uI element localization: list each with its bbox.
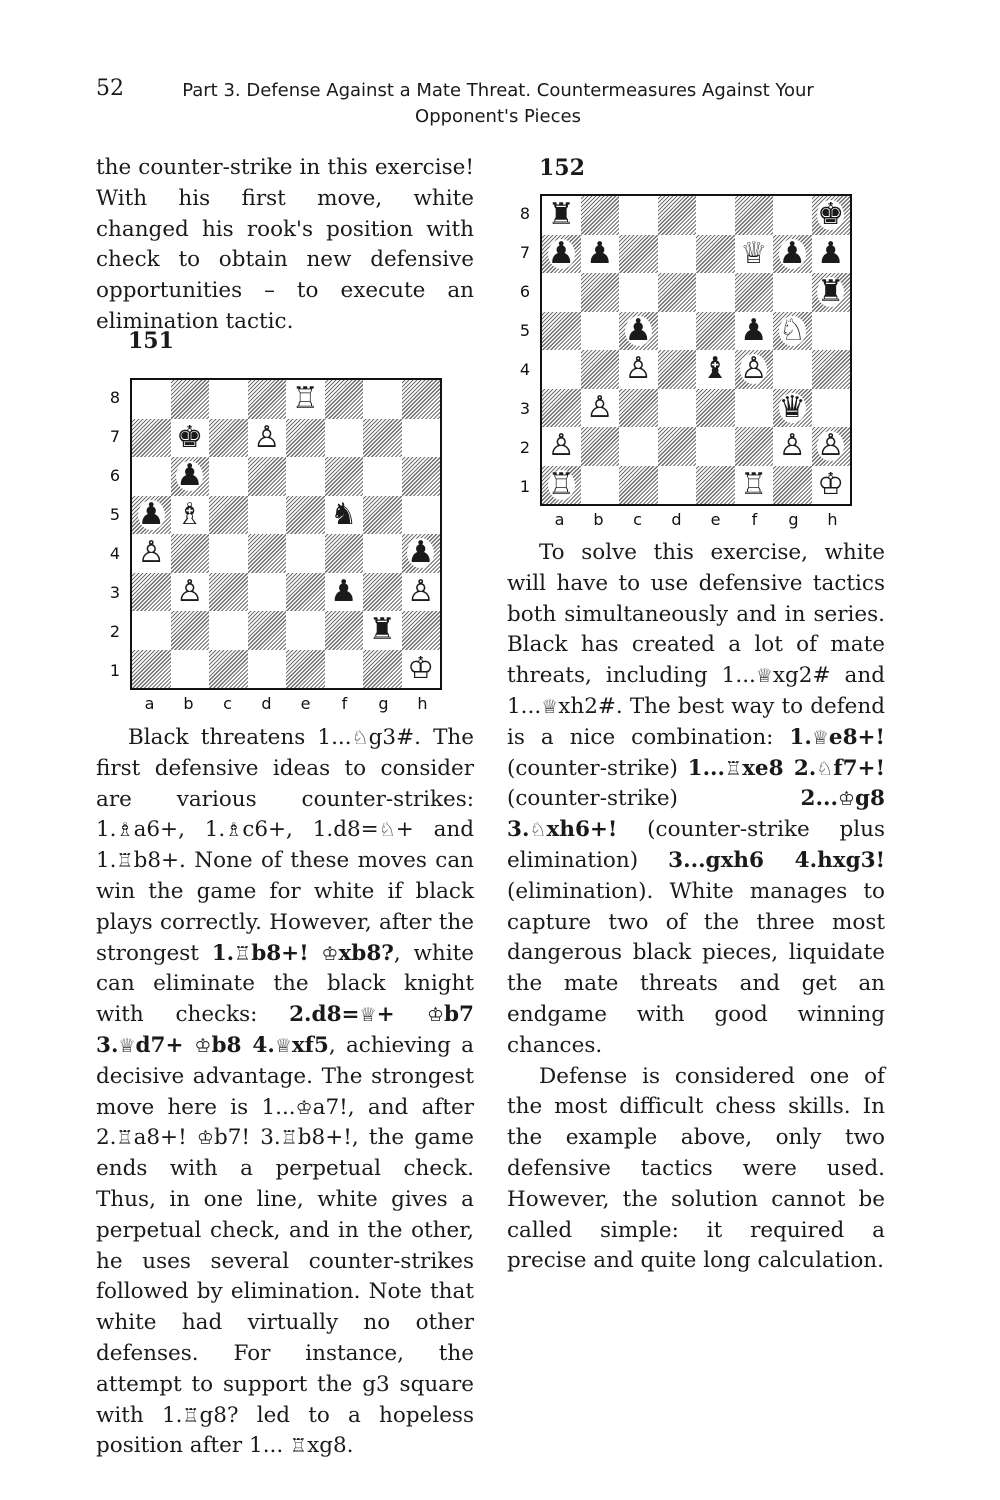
square-d6 (248, 457, 287, 496)
chess-piece-h3: ♙ (407, 573, 435, 609)
file-label: c (633, 510, 642, 529)
rank-label: 2 (109, 621, 121, 641)
file-label: a (144, 694, 155, 713)
square-a2 (132, 611, 171, 650)
chess-board (130, 378, 442, 690)
move-notation: 1... (687, 755, 726, 781)
piece-figurine: ♖ (234, 942, 252, 965)
square-b5 (581, 312, 620, 351)
piece-figurine: ♖ (290, 1435, 308, 1458)
file-label: d (261, 694, 272, 713)
diagram-152-commentary: To solve this exercise, white will have to use defensive tactics both simultaneously and in series. Black has created a lot of mate threats, including 1...♕xg2# and 1...♕xh2#. The best way to defend is a nice combination: 1.♕e8+! (counter-strike) 1...♖xe8 2.♘f7+! (counter-strike) 2...♔g8 3.♘xh6+! (counter-strike plus elimination) 3...gxh6 4.hxg3! (elimination). White manages to capture two of the three most dangerous black pieces, liquidate the mate threats and get an endgame with good winning chances. (507, 540, 886, 1058)
square-e2 (696, 427, 735, 466)
file-label: g (378, 694, 389, 713)
file-label: b (183, 694, 194, 713)
square-d1 (248, 650, 287, 689)
square-c2 (619, 427, 658, 466)
square-c5 (209, 496, 248, 535)
piece-figurine: ♕ (118, 1034, 136, 1057)
page-number: 52 (96, 76, 124, 101)
square-d5 (658, 312, 697, 351)
move-notation: b7 3. (96, 1002, 474, 1058)
square-g3 (363, 573, 402, 612)
square-a8 (542, 196, 581, 235)
move-notation: e8+! (828, 724, 885, 750)
square-a3 (132, 573, 171, 612)
square-e3 (696, 389, 735, 428)
move-notation: 2... (800, 786, 838, 812)
square-a1 (132, 650, 171, 689)
rank-label: 6 (519, 281, 531, 301)
square-g4 (363, 534, 402, 573)
move-notation: xb8? (338, 940, 394, 966)
square-h7 (402, 419, 441, 458)
square-f5 (325, 496, 364, 535)
diagram-label-151: 151 (128, 328, 174, 354)
square-c5 (619, 312, 658, 351)
chess-piece-h4: ♟ (407, 535, 435, 571)
square-g8 (363, 380, 402, 419)
piece-figurine: ♖ (280, 1127, 298, 1150)
square-c1 (619, 466, 658, 505)
square-h8 (402, 380, 441, 419)
square-b6 (171, 457, 210, 496)
chess-piece-g7: ♟ (778, 235, 806, 271)
page-header (96, 74, 856, 130)
chess-piece-b3: ♙ (176, 573, 204, 609)
rank-label: 2 (519, 437, 531, 457)
left-intro-text (96, 153, 474, 338)
rank-label: 5 (519, 320, 531, 340)
square-f4 (325, 534, 364, 573)
move-notation: d7+ (135, 1032, 195, 1058)
chess-piece-h2: ♙ (817, 428, 845, 464)
file-label: e (710, 510, 721, 529)
piece-figurine: ♖ (725, 757, 743, 780)
move-notation: f7+! (833, 755, 886, 781)
chess-piece-h8: ♚ (817, 197, 845, 233)
chess-piece-a7: ♟ (547, 235, 575, 271)
square-f6 (735, 273, 774, 312)
square-e5 (286, 496, 325, 535)
chess-piece-f5: ♞ (330, 496, 358, 532)
chess-piece-f3: ♟ (330, 573, 358, 609)
square-g1 (773, 466, 812, 505)
file-label: f (341, 694, 348, 713)
piece-figurine: ♔ (321, 942, 339, 965)
chess-piece-a4: ♙ (137, 535, 165, 571)
chess-piece-g5: ♘ (778, 312, 806, 348)
file-label: c (223, 694, 232, 713)
square-f4 (735, 350, 774, 389)
left-body-text (96, 723, 474, 1462)
file-label: h (827, 510, 838, 529)
square-b4 (171, 534, 210, 573)
file-label: e (300, 694, 311, 713)
move-notation: b8 4. (211, 1032, 275, 1058)
file-label: a (554, 510, 565, 529)
rank-label: 8 (519, 203, 531, 223)
square-h5 (812, 312, 851, 351)
rank-label: 7 (109, 426, 121, 446)
move-notation: xe8 2. (742, 755, 817, 781)
square-h1 (402, 650, 441, 689)
piece-figurine: ♔ (196, 1127, 214, 1150)
piece-figurine: ♖ (116, 1127, 134, 1150)
chess-piece-d7: ♙ (253, 419, 281, 455)
rank-label: 8 (109, 387, 121, 407)
piece-figurine: ♔ (194, 1034, 212, 1057)
piece-figurine: ♖ (116, 850, 134, 873)
square-a4 (132, 534, 171, 573)
square-a5 (542, 312, 581, 351)
piece-figurine: ♗ (225, 819, 243, 842)
square-b6 (581, 273, 620, 312)
square-c4 (619, 350, 658, 389)
square-b3 (581, 389, 620, 428)
move-notation: 1. (789, 724, 812, 750)
square-e1 (696, 466, 735, 505)
chess-piece-c5: ♟ (624, 312, 652, 348)
chess-piece-f5: ♟ (740, 312, 768, 348)
square-f7 (325, 419, 364, 458)
chess-piece-f1: ♖ (740, 466, 768, 502)
square-b7 (581, 235, 620, 274)
diagram-151-commentary: Black threatens 1...♘g3#. The first defensive ideas to consider are various counter-strikes: 1.♗a6+, 1.♗c6+, 1.d8=♘+ and 1.♖b8+. None of these moves can win the game for white if black plays correctly. However, after the strongest 1.♖b8+! ♔xb8?, white can eliminate the black knight with checks: 2.d8=♕+ ♔b7 3.♕d7+ ♔b8 4.♕xf5, achieving a decisive advantage. The strongest move here is 1...♔a7!, and after 2.♖a8+! ♔b7! 3.♖b8+!, the game ends with a perpetual check. Thus, in one line, white gives a perpetual check, and in the other, he uses several counter-strikes followed by elimination. Note that white had virtually no other defenses. For instance, the attempt to support the g3 square with 1.♖g8? led to a hopeless position after 1... ♖xg8. (96, 725, 475, 1459)
chess-piece-h6: ♜ (817, 274, 845, 310)
square-d7 (248, 419, 287, 458)
square-c6 (619, 273, 658, 312)
move-notation: g8 3. (507, 786, 885, 843)
square-e8 (286, 380, 325, 419)
square-d8 (248, 380, 287, 419)
square-b2 (171, 611, 210, 650)
piece-figurine: ♗ (116, 819, 134, 842)
square-h3 (402, 573, 441, 612)
square-h3 (812, 389, 851, 428)
file-label: g (788, 510, 799, 529)
file-label: h (417, 694, 428, 713)
square-c1 (209, 650, 248, 689)
square-b8 (581, 196, 620, 235)
piece-figurine: ♕ (359, 1004, 377, 1027)
square-d2 (248, 611, 287, 650)
piece-figurine: ♘ (529, 819, 547, 842)
file-label: f (751, 510, 758, 529)
square-g5 (773, 312, 812, 351)
chess-piece-a1: ♖ (547, 466, 575, 502)
square-c3 (619, 389, 658, 428)
square-h5 (402, 496, 441, 535)
square-g7 (363, 419, 402, 458)
square-a8 (132, 380, 171, 419)
square-a4 (542, 350, 581, 389)
square-h4 (402, 534, 441, 573)
square-g2 (363, 611, 402, 650)
square-e7 (286, 419, 325, 458)
file-label: d (671, 510, 682, 529)
chess-piece-f4: ♙ (740, 351, 768, 387)
square-b1 (581, 466, 620, 505)
square-h6 (812, 273, 851, 312)
square-b2 (581, 427, 620, 466)
square-h2 (812, 427, 851, 466)
piece-figurine: ♘ (378, 819, 396, 842)
square-e6 (696, 273, 735, 312)
square-b1 (171, 650, 210, 689)
square-f2 (735, 427, 774, 466)
move-notation: 2.d8= (289, 1002, 360, 1028)
square-c8 (619, 196, 658, 235)
piece-figurine: ♘ (351, 727, 369, 749)
piece-figurine: ♖ (182, 1404, 200, 1427)
rank-label: 6 (109, 465, 121, 485)
chess-piece-h1: ♔ (817, 466, 845, 502)
rank-label: 7 (519, 242, 531, 262)
square-a3 (542, 389, 581, 428)
square-d7 (658, 235, 697, 274)
chess-piece-a5: ♟ (137, 496, 165, 532)
piece-figurine: ♔ (295, 1096, 313, 1119)
move-notation: xf5 (291, 1032, 329, 1058)
square-c4 (209, 534, 248, 573)
square-h2 (402, 611, 441, 650)
chess-piece-f7: ♕ (740, 235, 768, 271)
square-c3 (209, 573, 248, 612)
square-f5 (735, 312, 774, 351)
closing-paragraph: Defense is considered one of the most difficult chess skills. In the example above, only two defensive tactics were used. However, the solution cannot be called simple: it required a precise and quite long calculation. (507, 1063, 885, 1274)
square-f2 (325, 611, 364, 650)
chess-piece-e8: ♖ (291, 381, 319, 417)
square-e6 (286, 457, 325, 496)
square-a2 (542, 427, 581, 466)
chess-piece-e4: ♝ (701, 351, 729, 387)
running-title-line1: Part 3. Defense Against a Mate Threat. Countermeasures Against Your (182, 80, 814, 101)
square-f1 (735, 466, 774, 505)
square-d5 (248, 496, 287, 535)
square-h4 (812, 350, 851, 389)
square-f7 (735, 235, 774, 274)
square-c7 (209, 419, 248, 458)
square-c8 (209, 380, 248, 419)
square-c7 (619, 235, 658, 274)
chess-piece-b6: ♟ (176, 458, 204, 494)
square-c2 (209, 611, 248, 650)
chess-piece-a2: ♙ (547, 428, 575, 464)
square-d1 (658, 466, 697, 505)
square-e4 (696, 350, 735, 389)
square-a7 (542, 235, 581, 274)
square-g3 (773, 389, 812, 428)
move-notation: b8+! (251, 940, 309, 966)
square-g8 (773, 196, 812, 235)
right-body-text (507, 538, 885, 1277)
running-title-line2: Opponent's Pieces (415, 106, 581, 127)
square-g2 (773, 427, 812, 466)
square-h1 (812, 466, 851, 505)
rank-label: 1 (519, 476, 531, 496)
square-f1 (325, 650, 364, 689)
chess-piece-c4: ♙ (624, 351, 652, 387)
square-f6 (325, 457, 364, 496)
square-g6 (363, 457, 402, 496)
square-d8 (658, 196, 697, 235)
square-a6 (542, 273, 581, 312)
square-e2 (286, 611, 325, 650)
chess-piece-a8: ♜ (547, 197, 575, 233)
rank-label: 1 (109, 660, 121, 680)
rank-label: 4 (109, 543, 121, 563)
square-b3 (171, 573, 210, 612)
square-f3 (325, 573, 364, 612)
square-b4 (581, 350, 620, 389)
file-label: b (593, 510, 604, 529)
move-notation: 1. (211, 940, 235, 966)
chess-board (540, 194, 852, 506)
rank-label: 4 (519, 359, 531, 379)
square-a1 (542, 466, 581, 505)
square-h8 (812, 196, 851, 235)
chess-piece-g3: ♛ (778, 389, 806, 425)
chess-piece-b5: ♗ (176, 496, 204, 532)
piece-figurine: ♕ (274, 1034, 292, 1057)
square-g7 (773, 235, 812, 274)
square-d3 (248, 573, 287, 612)
square-c6 (209, 457, 248, 496)
piece-figurine: ♕ (755, 665, 773, 688)
diagram-label-152: 152 (539, 155, 585, 181)
chess-piece-b7: ♟ (586, 235, 614, 271)
square-h7 (812, 235, 851, 274)
intro-paragraph: the counter-strike in this exercise! With his first move, white changed his rook's position with check to obtain new defensive opportunities – to execute an elimination tactic. (96, 155, 474, 334)
square-f3 (735, 389, 774, 428)
square-e7 (696, 235, 735, 274)
piece-figurine: ♔ (426, 1004, 444, 1027)
move-notation: xh6+! (546, 817, 618, 843)
rank-label: 5 (109, 504, 121, 524)
square-g5 (363, 496, 402, 535)
square-b5 (171, 496, 210, 535)
square-e3 (286, 573, 325, 612)
chess-piece-g2: ♙ (778, 428, 806, 464)
square-d4 (658, 350, 697, 389)
chess-piece-b7: ♚ (176, 419, 204, 455)
move-notation: 3...gxh6 4.hxg3! (668, 847, 886, 873)
square-f8 (735, 196, 774, 235)
rank-label: 3 (519, 398, 531, 418)
square-a5 (132, 496, 171, 535)
square-e4 (286, 534, 325, 573)
chess-piece-h7: ♟ (817, 235, 845, 271)
square-g1 (363, 650, 402, 689)
square-b8 (171, 380, 210, 419)
square-d2 (658, 427, 697, 466)
rank-label: 3 (109, 582, 121, 602)
piece-figurine: ♔ (837, 788, 855, 811)
running-title (148, 78, 848, 130)
chess-piece-b3: ♙ (586, 389, 614, 425)
square-e5 (696, 312, 735, 351)
chess-piece-g2: ♜ (368, 612, 396, 648)
piece-figurine: ♕ (811, 726, 829, 749)
square-a6 (132, 457, 171, 496)
piece-figurine: ♘ (816, 757, 834, 780)
square-g4 (773, 350, 812, 389)
square-d6 (658, 273, 697, 312)
square-g6 (773, 273, 812, 312)
square-h6 (402, 457, 441, 496)
piece-figurine: ♕ (541, 695, 559, 718)
square-d4 (248, 534, 287, 573)
square-b7 (171, 419, 210, 458)
square-e1 (286, 650, 325, 689)
square-d3 (658, 389, 697, 428)
move-notation: + (376, 1002, 427, 1028)
square-a7 (132, 419, 171, 458)
square-f8 (325, 380, 364, 419)
square-e8 (696, 196, 735, 235)
chess-piece-h1: ♔ (407, 650, 435, 686)
